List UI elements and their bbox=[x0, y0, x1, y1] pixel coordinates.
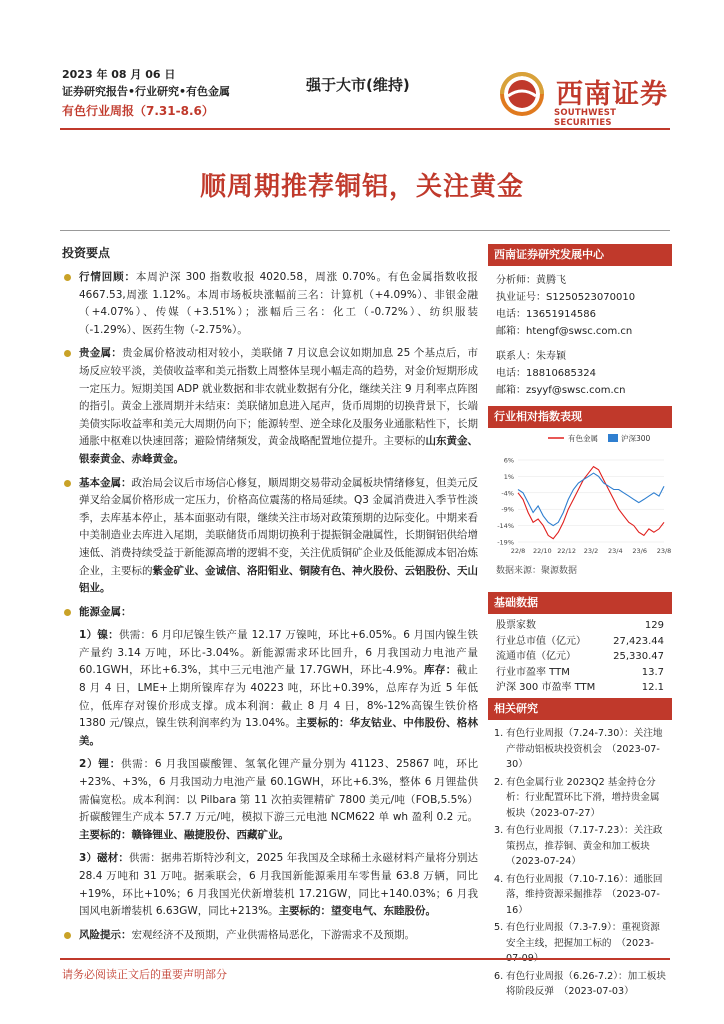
related-research-number: 3. bbox=[494, 825, 504, 836]
lithium-cost-label: 成本利润： bbox=[132, 793, 187, 806]
related-research-item[interactable] bbox=[488, 823, 672, 870]
bullet-icon bbox=[64, 480, 71, 487]
series-line-csi300 bbox=[518, 473, 664, 525]
precious-metals-label: 贵金属： bbox=[79, 347, 122, 360]
base-metals-text: 政治局会议后市场信心修复，顺周期交易带动金属板块情绪修复，但美元反弹叉给金属价格形成一定压力，价格高位震荡的格局延续。Q3 金属消费进入季节性淡季，去库基本停止，基本面驱动有限，继续关注市场对政策预期的边际变化。中期来看中美制造业去库进入尾期，美联储货币周期切换利于提振铜金融属性，长期铜铝供给增速低、消费持续受益于新能源高增的逻辑不变，关注优质铜矿企业及低能源成本铝冶炼企业，主要标的 bbox=[79, 476, 478, 577]
company-logo bbox=[496, 68, 676, 128]
x-tick-label: 23/4 bbox=[608, 547, 623, 555]
legend-swatch-csi300 bbox=[608, 434, 618, 442]
related-research-item[interactable] bbox=[488, 775, 672, 822]
nickel-inventory-label: 库存： bbox=[423, 664, 457, 677]
legend-label-nonferrous: 有色金属 bbox=[568, 434, 598, 443]
analyst-panel bbox=[488, 244, 672, 399]
base-metals-targets: 紫金矿业、金诚信、洛阳钼业、铜陵有色、神火股份、云铝股份、天山铝业。 bbox=[79, 564, 478, 595]
precious-metals-text: 贵金属价格波动相对较小，美联储 7 月议息会议如期加息 25 个基点后，市场反应较平淡，美债收益率和美元指数上周整体呈现小幅走高的趋势，对金价短期形成一定压力。短期美国 ADP 就业数据和非农就业数据有分化，继续关注 9 月利率点阵图的指引。黄金上涨周期并未结束：美联储加息进入尾声，货币周期的切换背景下，长端美债实际收益率和美元大周期仍向下；能源转型、逆全球化及服务业通胀粘性下，长期通胀中枢难以快速回落；避险情绪频发，黄金战略配置地位提升。主要标的 bbox=[79, 347, 479, 448]
analyst-license: 执业证号：S1250523070010 bbox=[496, 292, 636, 303]
bullet-icon bbox=[64, 350, 71, 357]
market-review-paragraph bbox=[62, 269, 478, 339]
related-research-text: 有色行业周报（7.17-7.23）：关注政策拐点，推荐铜、黄金和加工板块（2023-07-24） bbox=[506, 825, 663, 867]
performance-panel-title: 行业相对指数表现 bbox=[488, 406, 672, 428]
magnet-label: 3）磁材： bbox=[79, 852, 129, 865]
basic-data-row bbox=[488, 680, 672, 696]
main-content bbox=[62, 244, 478, 950]
report-category: 证券研究报告•行业研究•有色金属 bbox=[62, 85, 231, 98]
basic-data-row bbox=[488, 649, 672, 665]
lithium-cost-text: 以 Pilbara 第 11 次拍卖锂精矿 7800 美元/吨（FOB,5.5%）折碳酸锂生产成本 57.7 万元/吨，模拟下游三元电池 NCM622 单 wh 盈利 0.2 元。 bbox=[79, 793, 479, 824]
market-review-text: 本周沪深 300 指数收报 4020.58，周涨 0.70%。有色金属指数收报 4667.53,周涨 1.12%。本周市场板块涨幅前三名：计算机（+4.09%）、非银金融（+4.07%）、传媒（+3.51%）；涨幅后三名：化工（-0.72%）、纺织服装（-1.29%）、医药生物（-2.75%）。 bbox=[79, 271, 478, 336]
nickel-supply-label: 供需： bbox=[118, 629, 152, 642]
report-weekly: 有色行业周报（7.31-8.6） bbox=[62, 104, 214, 118]
related-research-item[interactable] bbox=[488, 969, 672, 1000]
y-tick-label: -4% bbox=[501, 489, 514, 498]
energy-metals-label: 能源金属： bbox=[79, 605, 132, 618]
energy-metals-heading bbox=[62, 604, 478, 622]
report-date: 2023 年 08 月 06 日 bbox=[62, 68, 176, 81]
related-research-number: 4. bbox=[494, 873, 504, 885]
lithium-targets: 主要标的：赣锋锂业、融捷股份、西藏矿业。 bbox=[79, 828, 289, 841]
precious-metals-paragraph bbox=[62, 345, 478, 468]
related-research-text: 有色行业周报（7.10-7.16）：通胀回落，维持资源采掘推荐 （2023-07-16） bbox=[506, 873, 663, 916]
y-tick-label: 6% bbox=[503, 456, 514, 465]
x-tick-label: 22/8 bbox=[510, 547, 526, 555]
footer-disclaimer: 请务必阅读正文后的重要声明部分 bbox=[62, 968, 227, 981]
x-tick-label: 22/12 bbox=[557, 547, 577, 555]
lithium-paragraph bbox=[62, 756, 478, 844]
lithium-supply-text: 6 月我国碳酸锂、氢氧化锂产量分别为 41123、25867 吨，环比+23%、+3%，6 月我国动力电池产量 60.1GWH，环比+6.3%，整体 6 月锂盐供需偏宽松。 bbox=[79, 758, 479, 806]
basic-data-key: 股票家数 bbox=[496, 620, 536, 631]
basic-data-title: 基础数据 bbox=[488, 592, 672, 614]
nickel-paragraph bbox=[62, 627, 478, 750]
basic-data-key: 流通市值（亿元） bbox=[496, 651, 576, 662]
basic-data-row bbox=[488, 618, 672, 634]
related-research-number: 6. bbox=[494, 970, 504, 982]
lithium-label: 2）锂： bbox=[79, 758, 121, 771]
related-research-number: 1. bbox=[494, 728, 504, 739]
chart-source: 数据来源：聚源数据 bbox=[496, 566, 578, 576]
risk-paragraph bbox=[62, 927, 478, 945]
legend-label-csi300: 沪深300 bbox=[621, 434, 651, 443]
rating-label: 强于大市(维持) bbox=[306, 76, 410, 94]
basic-data-value: 25,330.47 bbox=[613, 651, 664, 662]
contact-phone: 电话：18810685324 bbox=[496, 368, 596, 379]
magnet-targets: 主要标的：望变电气、东睦股份。 bbox=[278, 905, 437, 918]
analyst-phone: 电话：13651914586 bbox=[496, 309, 596, 320]
related-research-title: 相关研究 bbox=[488, 698, 672, 720]
magnet-supply-text: 据弗若斯特沙利文，2025 年我国及全球稀土永磁材料产量将分别达 28.4 万吨和 31 万吨。据乘联会，6 月我国新能源乘用车零售量 63.8 万辆，同比+19%，环比+10%；6 月我国光伏新增装机 17.21GW，同比+140.03%；6 月我国风电新增装机 6.63GW，同比+213%。 bbox=[79, 852, 479, 918]
analyst-panel-title: 西南证券研究发展中心 bbox=[488, 244, 672, 266]
contact-email[interactable]: 邮箱：zsyyf@swsc.com.cn bbox=[496, 385, 626, 396]
header-divider bbox=[60, 128, 670, 130]
title-divider bbox=[60, 230, 670, 231]
performance-chart bbox=[488, 430, 672, 570]
analyst-name: 分析师：黄腾飞 bbox=[496, 275, 566, 286]
x-tick-label: 23/2 bbox=[583, 547, 599, 555]
related-research-text: 有色金属行业 2023Q2 基金持仓分析：行业配置环比下滑，增持贵金属板块（2023-07-27） bbox=[506, 776, 660, 819]
nickel-label: 1）镍： bbox=[79, 629, 119, 642]
logo-text-en: SOUTHWEST SECURITIES bbox=[554, 108, 617, 128]
contact-name: 联系人：朱寿颖 bbox=[496, 351, 566, 362]
lithium-supply-label: 供需： bbox=[121, 758, 155, 771]
basic-data-value: 13.7 bbox=[641, 666, 664, 678]
related-research-text: 有色行业周报（6.26-7.2）：加工板块将阶段反弹 （2023-07-03） bbox=[506, 970, 666, 997]
x-tick-label: 23/8 bbox=[656, 547, 672, 555]
bullet-icon bbox=[64, 932, 71, 939]
footer-divider bbox=[60, 958, 670, 960]
basic-data-key: 行业市盈率 TTM bbox=[496, 666, 570, 678]
precious-metals-targets: 山东黄金、银泰黄金、赤峰黄金。 bbox=[79, 435, 478, 465]
nickel-supply-text: 6 月印尼镍生铁产量 12.17 万镍吨，环比+6.05%。6 月国内镍生铁产量约 3.14 万吨，环比-3.04%。新能源需求环比回升，6 月我国动力电池产量 60.1GWH，环比+6.3%，其中三元电池产量 17.7GWH，环比-4.9%。 bbox=[79, 629, 478, 677]
basic-data-row bbox=[488, 634, 672, 650]
x-tick-label: 22/10 bbox=[532, 547, 552, 555]
basic-data-panel bbox=[488, 592, 672, 696]
related-research-text: 有色行业周报（7.3-7.9）：重视资源安全主线，把握加工标的 （2023- bbox=[506, 922, 660, 949]
basic-data-value: 27,423.44 bbox=[613, 635, 664, 647]
basic-data-key: 沪深 300 市盈率 TTM bbox=[496, 682, 596, 693]
magnet-paragraph bbox=[62, 850, 478, 920]
nickel-inventory-text: 截止 8 月 4 日，LME+上期所镍库存为 40223 吨，环比+0.39%，总库存为近 5 年低位，低库存对镍价形成支撑。 bbox=[79, 664, 478, 712]
nickel-profit-label: 成本利润： bbox=[224, 699, 282, 712]
risk-text: 宏观经济不及预期，产业供需格局恶化，下游需求不及预期。 bbox=[131, 928, 415, 941]
x-tick-label: 23/6 bbox=[632, 547, 647, 555]
basic-data-list bbox=[488, 618, 672, 696]
logo-mark-icon bbox=[496, 68, 552, 120]
analyst-email[interactable]: 邮箱：htengf@swsc.com.cn bbox=[496, 326, 633, 337]
bullet-icon bbox=[64, 609, 71, 616]
y-tick-label: -19% bbox=[497, 538, 514, 547]
market-review-label: 行情回顾： bbox=[79, 271, 136, 283]
y-tick-label: -14% bbox=[497, 522, 514, 531]
base-metals-paragraph bbox=[62, 475, 478, 598]
y-tick-label: -9% bbox=[501, 505, 514, 514]
bullet-icon bbox=[64, 274, 71, 281]
related-research-item[interactable] bbox=[488, 726, 672, 773]
related-research-item[interactable] bbox=[488, 872, 672, 919]
report-title: 顺周期推荐铜铝，关注黄金 bbox=[199, 172, 524, 202]
related-research-panel bbox=[488, 698, 672, 1002]
related-research-number: 5. bbox=[494, 922, 504, 933]
basic-data-value: 129 bbox=[644, 620, 664, 631]
section-title: 投资要点 bbox=[62, 246, 111, 260]
performance-panel bbox=[488, 406, 672, 428]
related-research-number: 2. bbox=[494, 776, 504, 788]
nickel-targets: 主要标的：华友钴业、中伟股份、格林美。 bbox=[79, 717, 478, 747]
risk-label: 风险提示： bbox=[79, 928, 132, 941]
magnet-supply-label: 供需： bbox=[128, 852, 161, 865]
series-line-nonferrous bbox=[518, 467, 664, 539]
logo-text-cn: 西南证券 bbox=[556, 79, 668, 110]
y-tick-label: 1% bbox=[503, 472, 514, 481]
header-meta bbox=[62, 66, 230, 120]
base-metals-label: 基本金属： bbox=[79, 476, 132, 489]
related-research-text: 有色行业周报（7.24-7.30）：关注地产带动铝板块投资机会 （2023-07-30） bbox=[506, 728, 663, 770]
basic-data-key: 行业总市值（亿元） bbox=[496, 635, 586, 647]
nickel-profit-text: 截止 8 月 4 日，8%-12%高镍生铁价格 1380 元/镍点，镍生铁利润率约为 13.04%。 bbox=[79, 699, 479, 730]
basic-data-value: 12.1 bbox=[641, 682, 664, 693]
basic-data-row bbox=[488, 665, 672, 681]
